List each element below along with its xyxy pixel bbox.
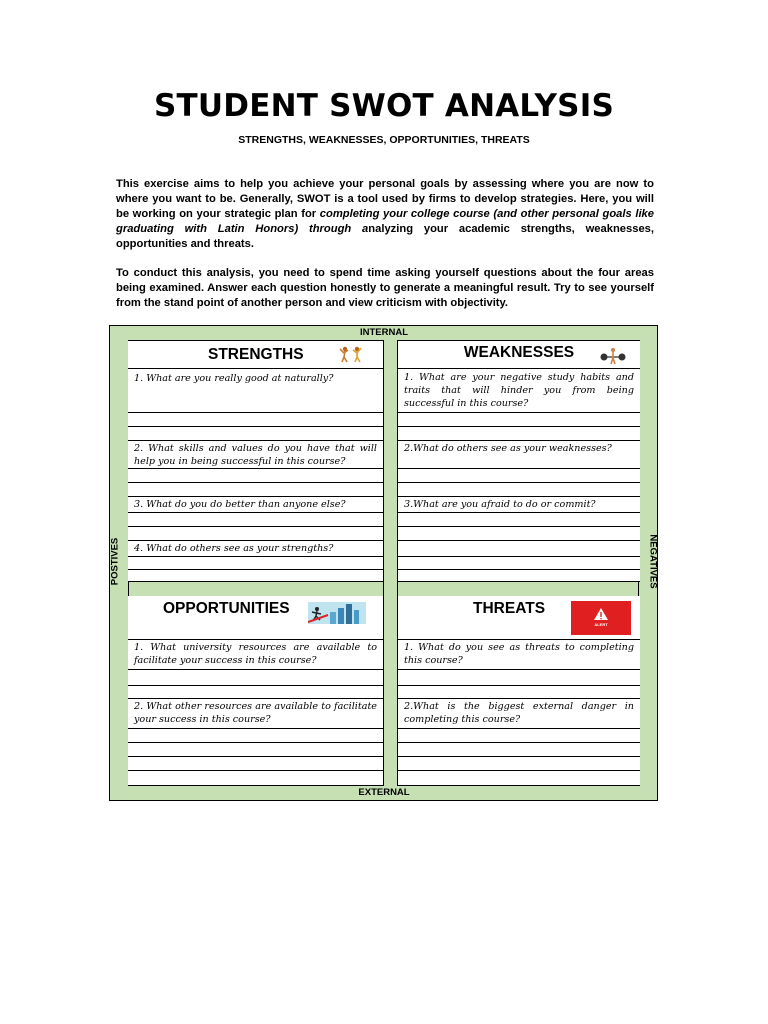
threats-quadrant [398,596,640,786]
opportunities-q2: 2. What other resources are available to facilitate your success in this course? [134,701,377,725]
threats-q2-row [398,699,640,729]
answer-row[interactable] [398,483,640,497]
opportunities-q2-row [128,699,383,729]
strengths-q3: 3. What do you do better than anyone else? [134,499,346,510]
answer-row[interactable] [398,570,640,582]
answer-row[interactable] [398,557,640,570]
weaknesses-q1-row [398,369,640,413]
answer-row[interactable] [398,427,640,441]
document-subtitle: STRENGTHS, WEAKNESSES, OPPORTUNITIES, THREATS [238,134,530,146]
weaknesses-title: WEAKNESSES [463,344,575,361]
answer-row[interactable] [128,686,383,699]
strengths-q3-row [128,497,383,513]
answer-row[interactable] [128,483,383,497]
answer-row[interactable] [128,743,383,757]
opportunities-q1-row [128,640,383,670]
intro-text-italic: completing your college course (and other personal goals like graduating with Latin Honors) through a [116,208,654,235]
center-divider [383,340,398,786]
strengths-q1: 1. What are you really good at naturally? [134,373,334,384]
alert-text: ALERT [594,622,608,627]
intro-paragraph-2: To conduct this analysis, you need to spend time asking yourself questions about the four areas being examined. Answer each question honestly to generate a meaningful result. Try to see yourself from the stand point of another person and view criticism with objectivity. [116,267,654,309]
answer-row[interactable] [398,469,640,483]
intro-paragraph-1 [116,177,654,252]
weaknesses-q2-row [398,441,640,469]
strengths-q1-row [128,369,383,413]
positives-label: POSTIVES [109,537,121,586]
answer-row[interactable] [398,729,640,743]
document-title: STUDENT SWOT ANALYSIS [154,88,614,124]
weaknesses-q3: 3.What are you afraid to do or commit? [404,499,596,510]
answer-row[interactable] [128,757,383,771]
threats-q2: 2.What is the biggest external danger in completing this course? [404,701,634,725]
strengths-quadrant [128,341,383,582]
negatives-sidebar [638,326,657,800]
opportunities-q1: 1. What university resources are available to facilitate your success in this course? [134,642,377,666]
answer-row[interactable] [398,541,640,557]
opportunities-title: OPPORTUNITIES [163,600,290,617]
opportunities-quadrant [128,596,383,786]
threats-title: THREATS [473,600,546,617]
weaknesses-q2: 2.What do others see as your weaknesses? [404,443,612,454]
answer-row[interactable] [128,771,383,786]
strengths-q4-row [128,541,383,557]
weaknesses-q1: 1. What are your negative study habits and traits that will hinder you from being successful in this course? [404,372,634,409]
answer-row[interactable] [398,527,640,541]
intro-text-a: This exercise aims to help you achieve your personal goals by assessing where you are now to where you want to be. Generally, SWOT is a tool used by firms to develop strategies. Here, you will be working on your strategic plan for [116,178,654,220]
weaknesses-header [398,341,640,369]
intro-text-c: nalyzing your academic strengths, weaknesses, opportunities and threats. [116,223,654,250]
city-skyline-runner-icon [308,602,366,633]
positives-sidebar [110,326,129,800]
answer-row[interactable] [128,513,383,527]
weaknesses-quadrant [398,341,640,582]
strengths-title: STRENGTHS [208,346,304,363]
weaknesses-q3-row [398,497,640,513]
answer-row[interactable] [128,413,383,427]
threats-q1-row [398,640,640,670]
strengths-q2: 2. What skills and values do you have that will help you in being successful in this course? [134,443,377,467]
answer-row[interactable] [128,670,383,686]
answer-row[interactable] [398,743,640,757]
opportunities-header [128,596,383,640]
negatives-label: NEGATIVES [647,534,659,589]
answer-row[interactable] [128,427,383,441]
strengths-q2-row [128,441,383,469]
threats-q1: 1. What do you see as threats to completing this course? [404,642,634,666]
internal-label: INTERNAL [128,326,640,341]
alert-warning-icon [571,601,631,635]
answer-row[interactable] [128,527,383,541]
answer-row[interactable] [128,557,383,570]
strengths-q4: 4. What do others see as your strengths? [134,543,334,554]
answer-row[interactable] [128,729,383,743]
answer-row[interactable] [398,513,640,527]
answer-row[interactable] [398,686,640,699]
swot-grid [109,325,658,801]
answer-row[interactable] [398,670,640,686]
answer-row[interactable] [128,570,383,582]
threats-header [398,596,640,640]
external-label: EXTERNAL [128,785,640,800]
answer-row[interactable] [398,771,640,786]
answer-row[interactable] [398,757,640,771]
answer-row[interactable] [128,469,383,483]
strengths-header [128,341,383,369]
answer-row[interactable] [398,413,640,427]
